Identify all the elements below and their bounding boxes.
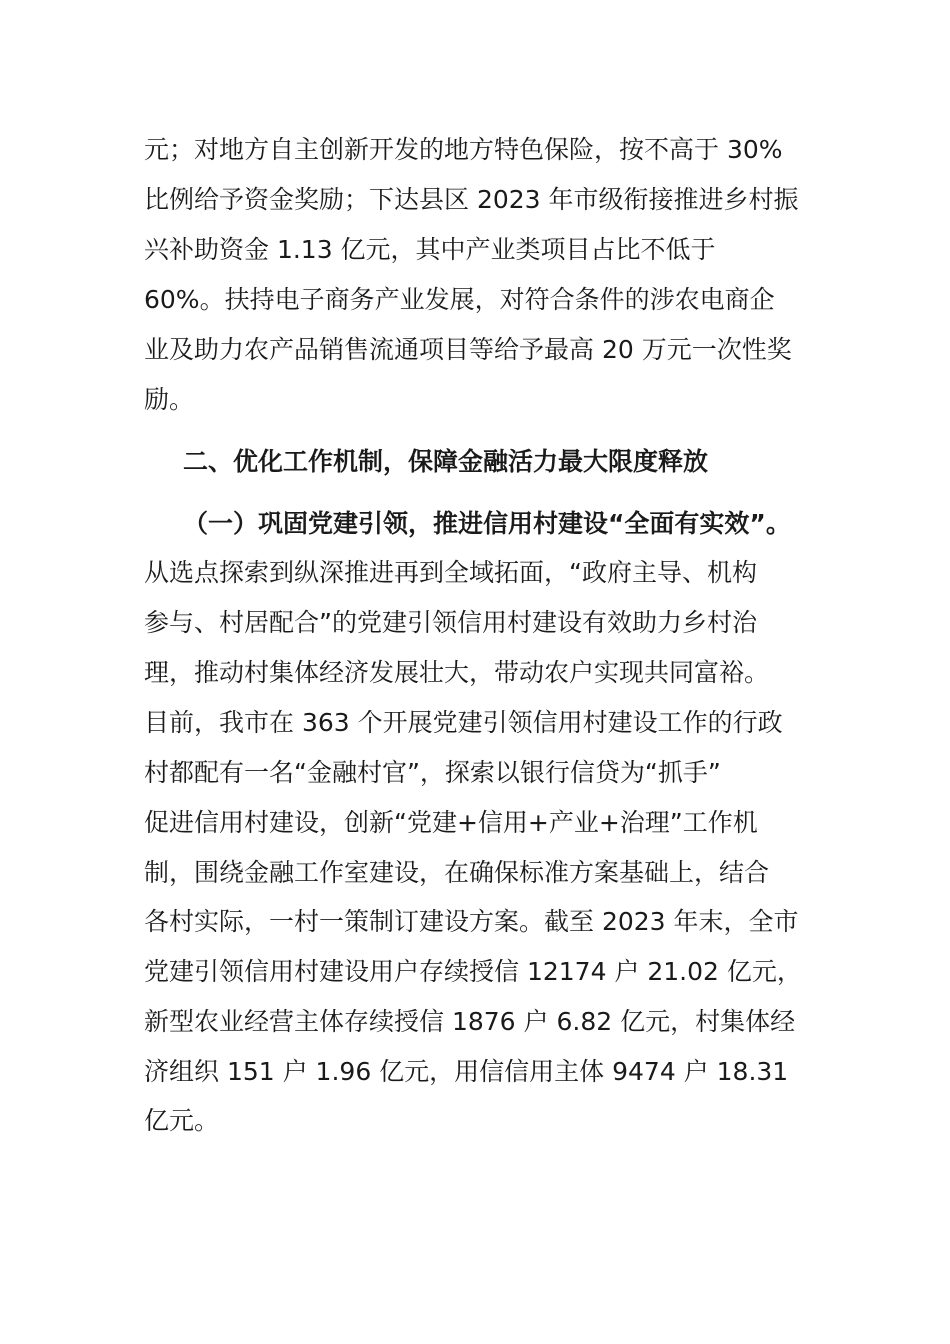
paragraph-line: 制，围绕金融工作室建设，在确保标准方案基础上，结合 <box>144 858 770 887</box>
paragraph-line: 元；对地方自主创新开发的地方特色保险，按不高于 30% <box>144 135 783 164</box>
paragraph-line: 业及助力农产品销售流通项目等给予最高 20 万元一次性奖 <box>144 335 792 364</box>
subsection-heading: （一）巩固党建引领，推进信用村建设“全面有实效”。 <box>183 509 791 538</box>
paragraph-line: 兴补助资金 1.13 亿元，其中产业类项目占比不低于 <box>144 235 716 264</box>
paragraph-line: 村都配有一名“金融村官”，探索以银行信贷为“抓手” <box>144 758 721 787</box>
paragraph-line: 新型农业经营主体存续授信 1876 户 6.82 亿元，村集体经 <box>144 1007 796 1036</box>
paragraph-line: 亿元。 <box>144 1106 220 1135</box>
paragraph-line: 比例给予资金奖励；下达县区 2023 年市级衔接推进乡村振 <box>144 185 799 214</box>
paragraph-line: 从选点探索到纵深推进再到全域拓面，“政府主导、机构 <box>144 558 757 587</box>
paragraph-line: 促进信用村建设，创新“党建+信用+产业+治理”工作机 <box>144 808 758 837</box>
paragraph-line: 理，推动村集体经济发展壮大，带动农户实现共同富裕。 <box>144 658 770 687</box>
paragraph-line: 参与、村居配合”的党建引领信用村建设有效助力乡村治 <box>144 608 757 637</box>
paragraph-line: 党建引领信用村建设用户存续授信 12174 户 21.02 亿元， <box>144 957 802 986</box>
paragraph-line: 各村实际，一村一策制订建设方案。截至 2023 年末，全市 <box>144 907 799 936</box>
paragraph-line: 济组织 151 户 1.96 亿元，用信信用主体 9474 户 18.31 <box>144 1057 789 1086</box>
paragraph-line: 目前，我市在 363 个开展党建引领信用村建设工作的行政 <box>144 708 783 737</box>
section-heading: 二、优化工作机制，保障金融活力最大限度释放 <box>183 447 709 476</box>
paragraph-line: 励。 <box>144 385 195 414</box>
paragraph-line: 60%。扶持电子商务产业发展，对符合条件的涉农电商企 <box>144 285 775 314</box>
